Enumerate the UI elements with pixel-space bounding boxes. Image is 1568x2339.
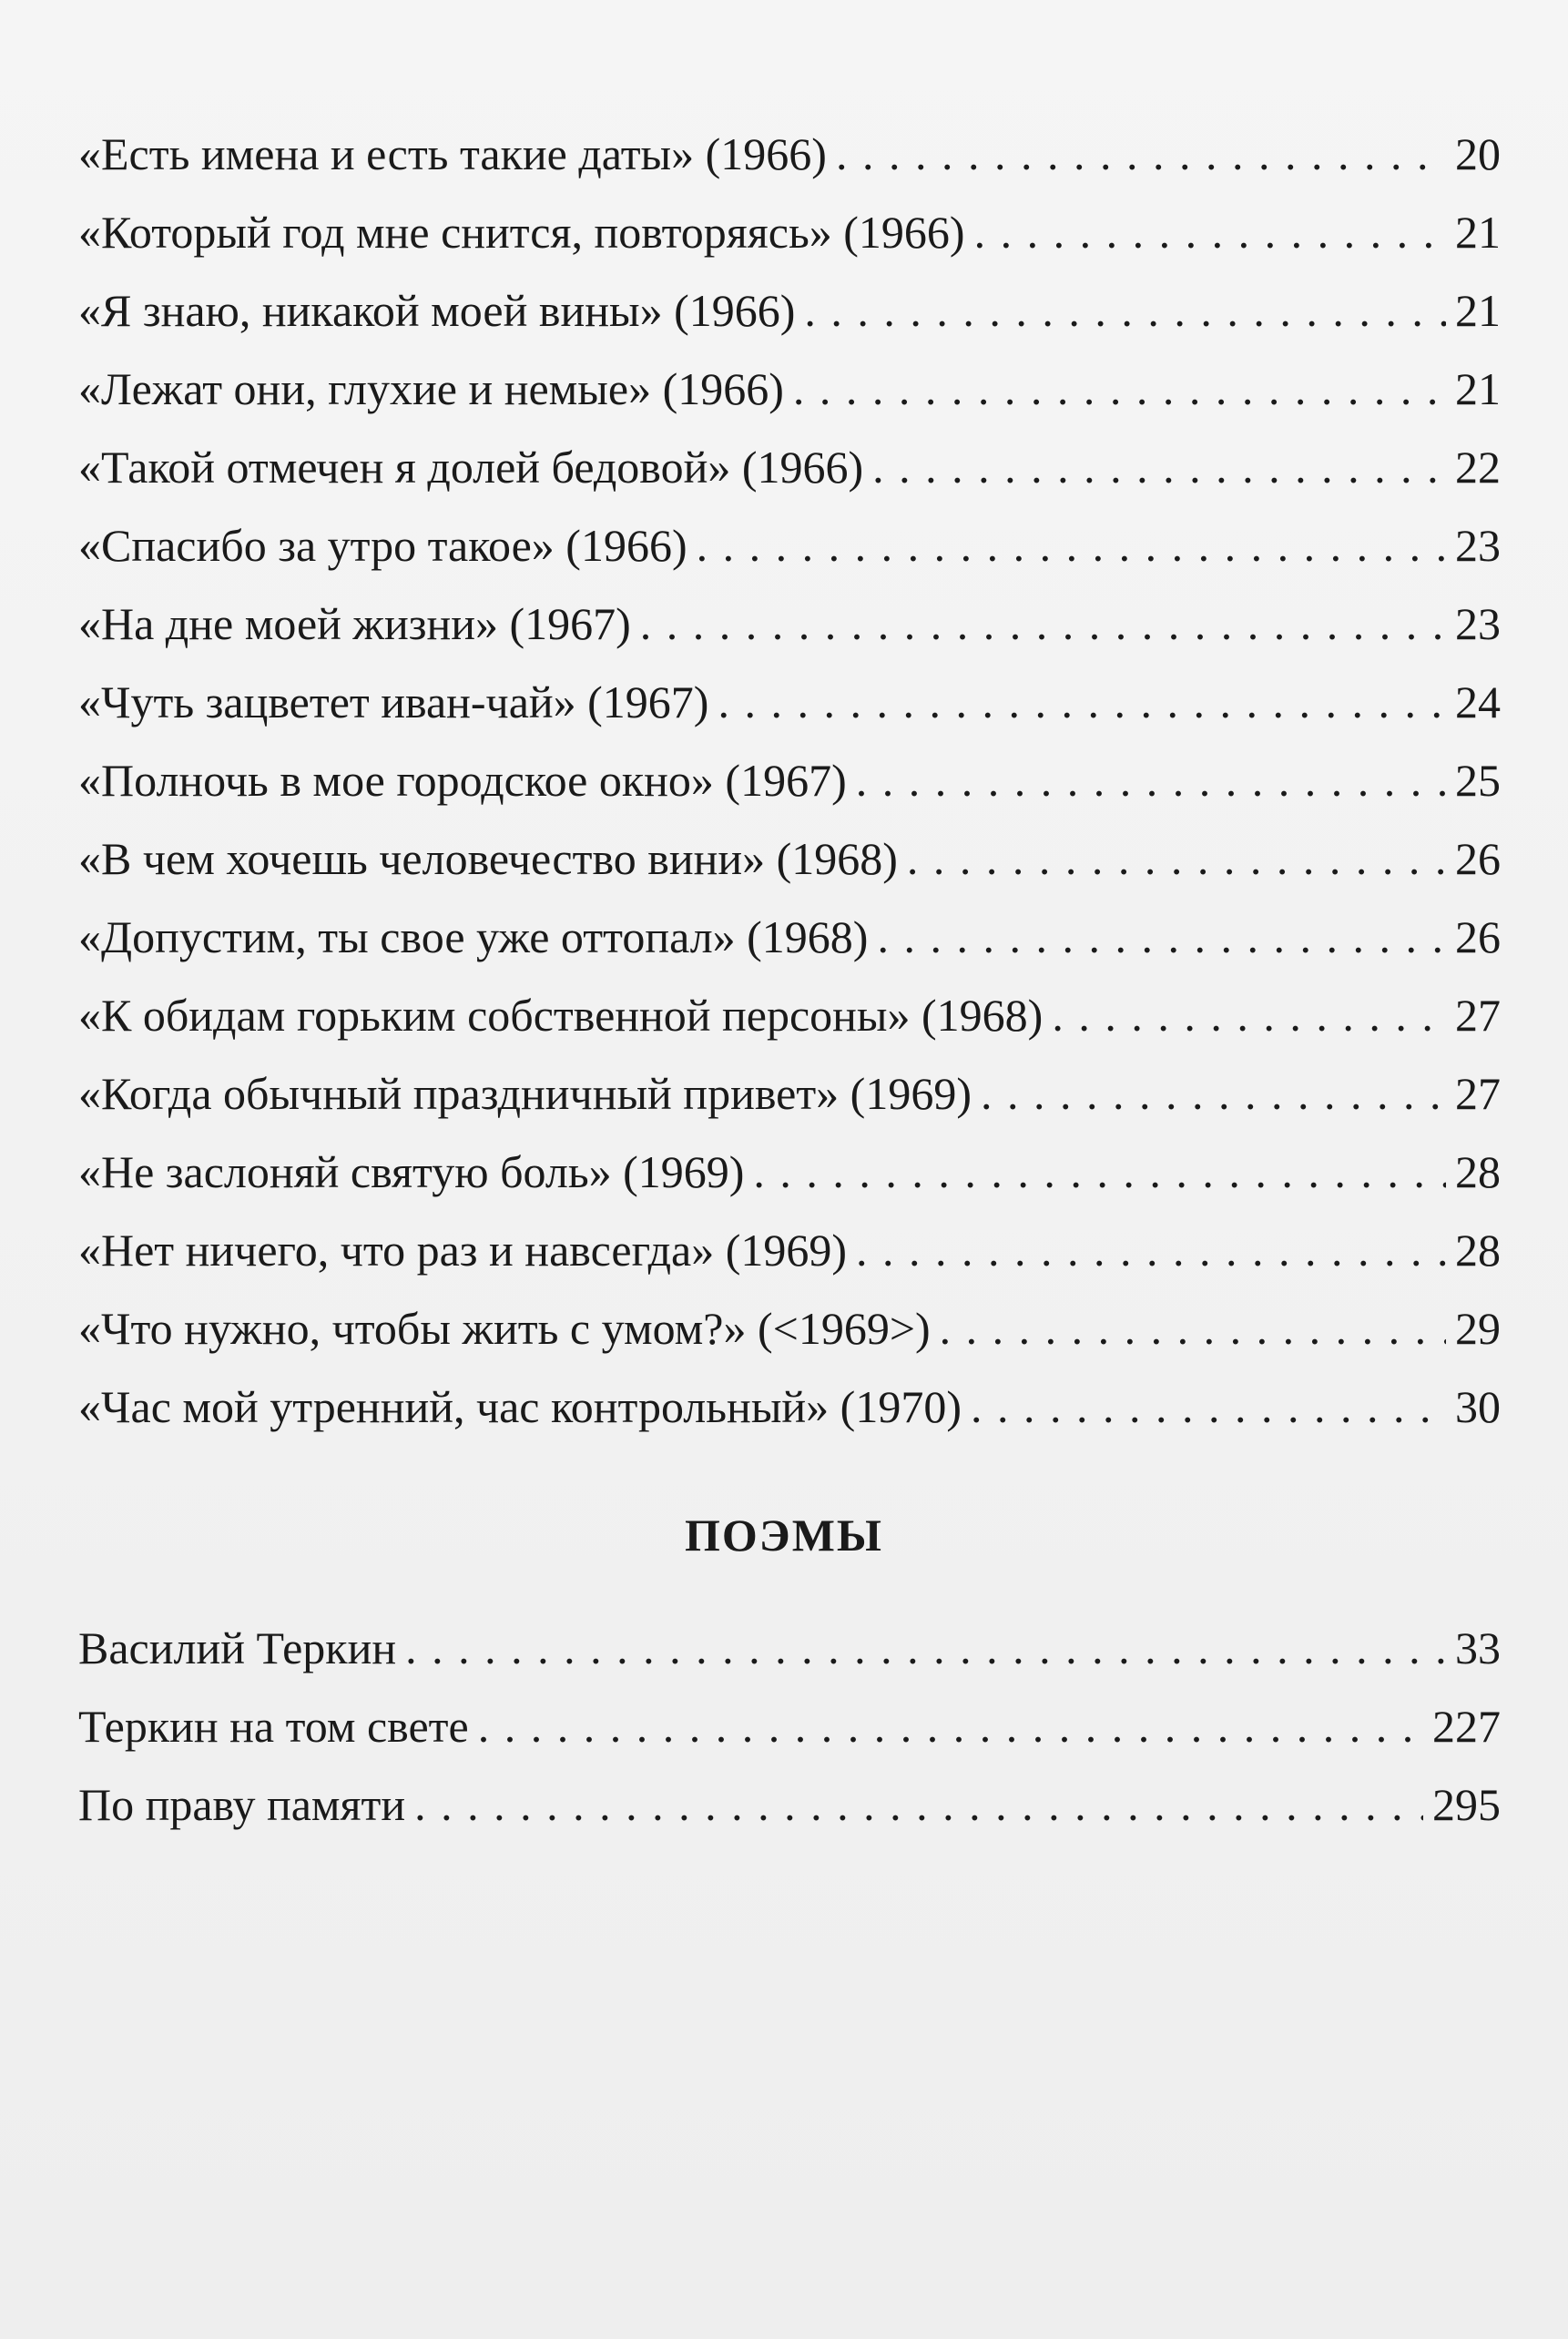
- toc-entry: [78, 1609, 1501, 1687]
- toc-entry: [78, 350, 1501, 428]
- toc-entry-title: «Не заслоняй святую боль» (1969): [78, 1146, 745, 1197]
- toc-entry-page: 295: [1432, 1779, 1501, 1830]
- toc-entry: [78, 193, 1501, 271]
- toc-entry-title: «Такой отмечен я долей бедовой» (1966): [78, 442, 864, 493]
- toc-entry-page: 26: [1455, 911, 1501, 962]
- toc-entry: [78, 741, 1501, 819]
- dot-leader: [793, 350, 1446, 428]
- dot-leader: [697, 506, 1446, 585]
- toc-entry-title: «Я знаю, никакой моей вины» (1966): [78, 285, 796, 336]
- dot-leader: [1052, 976, 1446, 1054]
- dot-leader: [856, 1211, 1446, 1289]
- toc-entry: [78, 898, 1501, 976]
- toc-entry-page: 23: [1455, 598, 1501, 649]
- dot-leader: [856, 741, 1446, 819]
- toc-entry-title: «На дне моей жизни» (1967): [78, 598, 631, 649]
- toc-entry-page: 29: [1455, 1303, 1501, 1354]
- toc-entry-page: 28: [1455, 1225, 1501, 1276]
- toc-entry: [78, 1133, 1501, 1211]
- toc-entry-title: «Допустим, ты свое уже оттопал» (1968): [78, 911, 869, 962]
- toc-entry-page: 30: [1455, 1381, 1501, 1432]
- dot-leader: [405, 1609, 1446, 1687]
- toc-entry-title: «К обидам горьким собственной персоны» (1968): [78, 990, 1044, 1041]
- toc-entry-title: «Спасибо за утро такое» (1966): [78, 520, 687, 571]
- toc-entry-page: 20: [1455, 128, 1501, 179]
- toc-entry: [78, 1765, 1501, 1844]
- toc-entry-page: 33: [1455, 1622, 1501, 1673]
- dot-leader: [907, 819, 1446, 898]
- dot-leader: [640, 585, 1446, 663]
- toc-entry-page: 27: [1455, 1068, 1501, 1119]
- toc-entry-title: «Который год мне снится, повторяясь» (1966): [78, 207, 965, 258]
- toc-entry: [78, 819, 1501, 898]
- toc-entry-page: 23: [1455, 520, 1501, 571]
- toc-entry-title: «В чем хочешь человечество вини» (1968): [78, 833, 898, 884]
- dot-leader: [753, 1133, 1446, 1211]
- toc-entry-title: «Нет ничего, что раз и навсегда» (1969): [78, 1225, 848, 1276]
- toc-entry-page: 25: [1455, 755, 1501, 806]
- toc-entry-title: «Чуть зацветет иван-чай» (1967): [78, 676, 709, 727]
- toc-entry-title: «Что нужно, чтобы жить с умом?» (<1969>): [78, 1303, 931, 1354]
- dot-leader: [974, 193, 1446, 271]
- toc-entry: [78, 1054, 1501, 1133]
- dot-leader: [836, 115, 1446, 193]
- toc-lyrics-list: [78, 115, 1501, 1446]
- toc-entry: [78, 428, 1501, 506]
- toc-entry-page: 24: [1455, 676, 1501, 727]
- toc-poems-list: [78, 1609, 1501, 1844]
- dot-leader: [414, 1765, 1423, 1844]
- dot-leader: [478, 1687, 1423, 1765]
- dot-leader: [981, 1054, 1446, 1133]
- toc-entry: [78, 663, 1501, 741]
- dot-leader: [971, 1368, 1446, 1446]
- dot-leader: [872, 428, 1446, 506]
- toc-entry-title: «Полночь в мое городское окно» (1967): [78, 755, 847, 806]
- toc-entry-page: 21: [1455, 285, 1501, 336]
- toc-entry: [78, 976, 1501, 1054]
- toc-entry: [78, 115, 1501, 193]
- section-heading: ПОЭМЫ: [685, 1510, 883, 1561]
- toc-entry: [78, 1687, 1501, 1765]
- toc-entry-title: Теркин на том свете: [78, 1701, 469, 1752]
- toc-entry-page: 21: [1455, 207, 1501, 258]
- toc-entry-title: «Час мой утренний, час контрольный» (1970): [78, 1381, 962, 1432]
- dot-leader: [718, 663, 1446, 741]
- toc-entry-page: 22: [1455, 442, 1501, 493]
- toc-entry-title: «Когда обычный праздничный привет» (1969): [78, 1068, 972, 1119]
- toc-entry-page: 26: [1455, 833, 1501, 884]
- toc-entry: [78, 585, 1501, 663]
- dot-leader: [940, 1289, 1446, 1368]
- toc-entry-page: 27: [1455, 990, 1501, 1041]
- dot-leader: [804, 271, 1446, 350]
- toc-entry-title: «Есть имена и есть такие даты» (1966): [78, 128, 827, 179]
- toc-entry: [78, 271, 1501, 350]
- toc-entry-page: 28: [1455, 1146, 1501, 1197]
- toc-entry-page: 21: [1455, 363, 1501, 414]
- toc-entry-page: 227: [1432, 1701, 1501, 1752]
- toc-entry-title: Василий Теркин: [78, 1622, 397, 1673]
- toc-entry: [78, 1211, 1501, 1289]
- toc-entry: [78, 1289, 1501, 1368]
- dot-leader: [877, 898, 1446, 976]
- toc-entry-title: «Лежат они, глухие и немые» (1966): [78, 363, 784, 414]
- toc-entry-title: По праву памяти: [78, 1779, 406, 1830]
- toc-entry: [78, 1368, 1501, 1446]
- toc-entry: [78, 506, 1501, 585]
